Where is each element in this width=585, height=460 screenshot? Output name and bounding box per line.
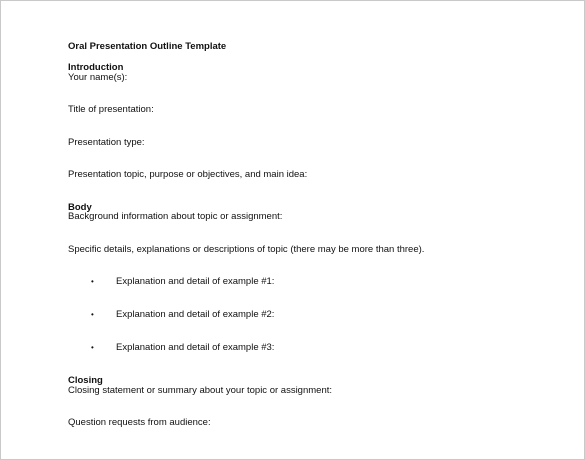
introduction-heading: Introduction: [68, 62, 124, 73]
field-presentation-topic: Presentation topic, purpose or objectives, and main idea:: [68, 169, 308, 180]
bullet-icon: •: [91, 277, 94, 286]
field-specific-details: Specific details, explanations or descriptions of topic (there may be more than three).: [68, 244, 425, 255]
document-title: Oral Presentation Outline Template: [68, 41, 227, 52]
bullet-example-2: Explanation and detail of example #2:: [116, 309, 275, 320]
bullet-example-1: Explanation and detail of example #1:: [116, 276, 275, 287]
field-closing-statement: Closing statement or summary about your topic or assignment:: [68, 385, 333, 396]
closing-heading: Closing: [68, 375, 103, 386]
field-background-information: Background information about topic or assignment:: [68, 211, 283, 222]
field-presentation-type: Presentation type:: [68, 137, 145, 148]
bullet-example-3: Explanation and detail of example #3:: [116, 342, 275, 353]
field-title-of-presentation: Title of presentation:: [68, 104, 154, 115]
body-heading: Body: [68, 202, 92, 213]
field-question-requests: Question requests from audience:: [68, 417, 211, 428]
bullet-icon: •: [91, 343, 94, 352]
bullet-icon: •: [91, 310, 94, 319]
field-your-names: Your name(s):: [68, 72, 128, 83]
